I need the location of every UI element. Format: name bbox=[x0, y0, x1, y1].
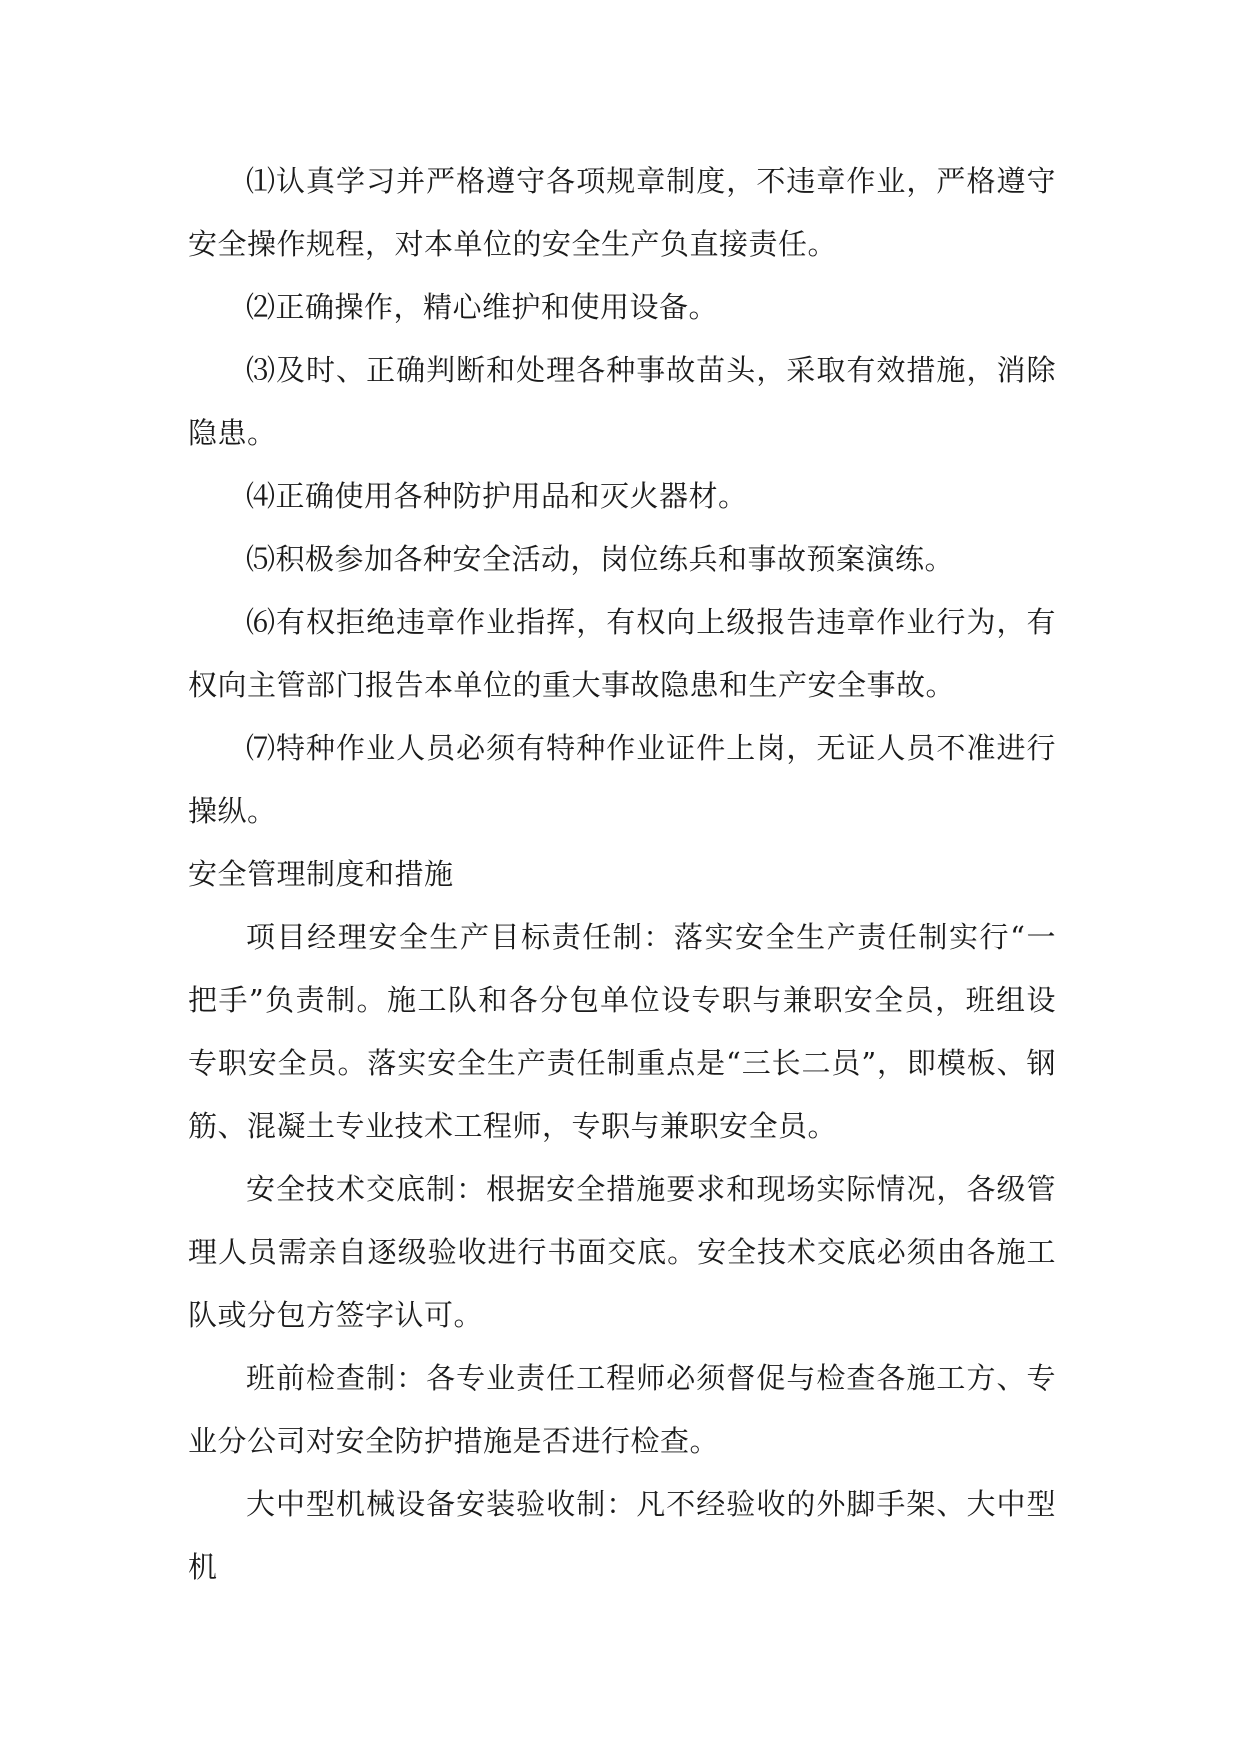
pre-shift-inspection-paragraph: 班前检查制：各专业责任工程师必须督促与检查各施工方、专业分公司对安全防护措施是否进行检查。 bbox=[188, 1361, 1056, 1458]
duty-item-4: ⑷正确使用各种防护用品和灭火器材。 bbox=[246, 479, 748, 513]
duty-item-7: ⑺特种作业人员必须有特种作业证件上岗，无证人员不准进行操纵。 bbox=[188, 731, 1056, 828]
duty-item-1: ⑴认真学习并严格遵守各项规章制度，不违章作业，严格遵守安全操作规程，对本单位的安全生产负直接责任。 bbox=[188, 164, 1056, 261]
document-body bbox=[188, 150, 1056, 1599]
responsibility-system-paragraph: 项目经理安全生产目标责任制：落实安全生产责任制实行“一把手”负责制。施工队和各分包单位设专职与兼职安全员，班组设专职安全员。落实安全生产责任制重点是“三长二员”，即模板、钢筋、混凝土专业技术工程师，专职与兼职安全员。 bbox=[188, 920, 1056, 1143]
duty-item-5: ⑸积极参加各种安全活动，岗位练兵和事故预案演练。 bbox=[246, 542, 955, 576]
equipment-acceptance-paragraph: 大中型机械设备安装验收制：凡不经验收的外脚手架、大中型机 bbox=[188, 1487, 1056, 1584]
technical-briefing-paragraph: 安全技术交底制：根据安全措施要求和现场实际情况，各级管理人员需亲自逐级验收进行书面交底。安全技术交底必须由各施工队或分包方签字认可。 bbox=[188, 1172, 1056, 1332]
duty-item-2: ⑵正确操作，精心维护和使用设备。 bbox=[246, 290, 719, 324]
duty-item-6: ⑹有权拒绝违章作业指挥，有权向上级报告违章作业行为，有权向主管部门报告本单位的重大事故隐患和生产安全事故。 bbox=[188, 605, 1056, 702]
duty-item-3: ⑶及时、正确判断和处理各种事故苗头，采取有效措施，消除隐患。 bbox=[188, 353, 1056, 450]
section-heading: 安全管理制度和措施 bbox=[188, 857, 454, 891]
